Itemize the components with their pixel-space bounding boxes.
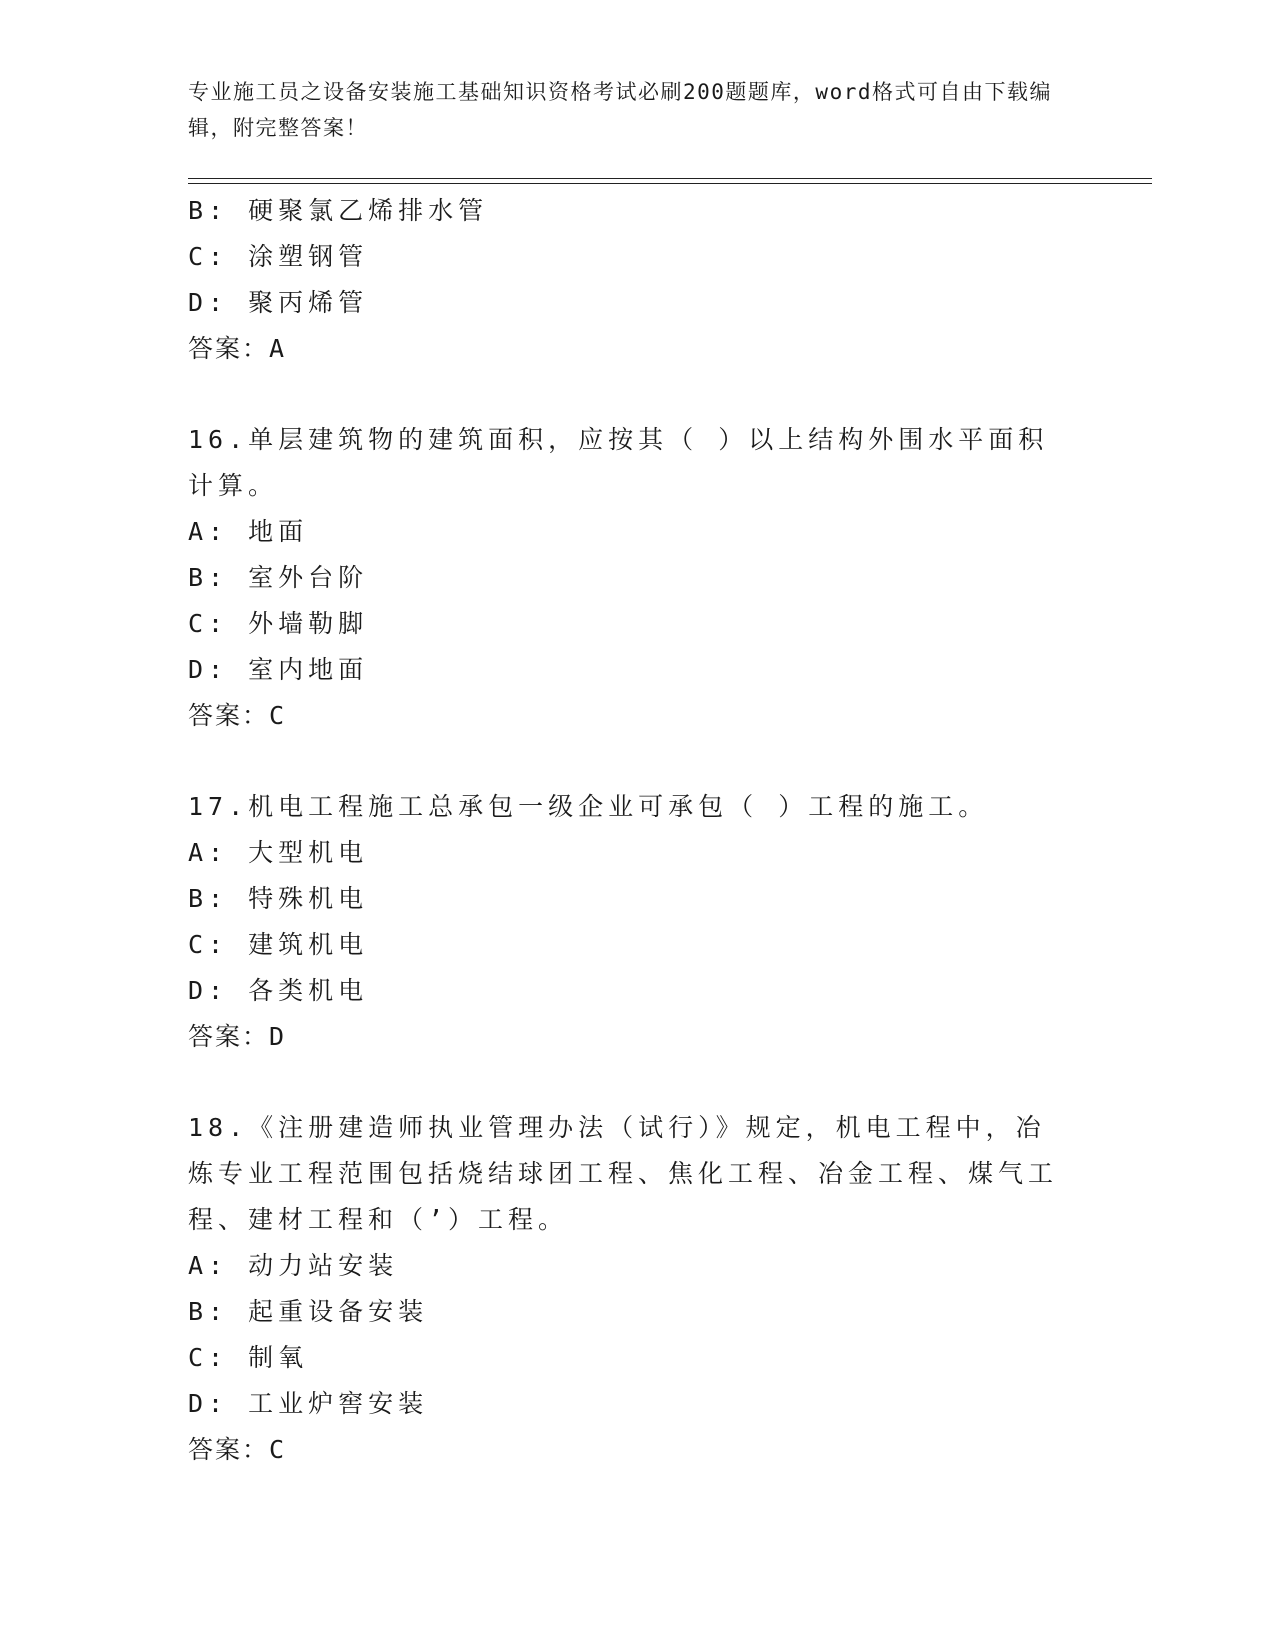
option-a: A: 地面 — [188, 517, 309, 546]
option-b: B: 起重设备安装 — [188, 1297, 429, 1326]
option-d: D: 聚丙烯管 — [188, 288, 369, 317]
question-16 — [188, 417, 1088, 739]
question-content — [188, 188, 1088, 1473]
option-d: D: 各类机电 — [188, 976, 369, 1005]
option-a: A: 大型机电 — [188, 838, 369, 867]
option-c: C: 涂塑钢管 — [188, 242, 369, 271]
question-17 — [188, 784, 1088, 1060]
option-b: B: 特殊机电 — [188, 884, 369, 913]
answer-line: 答案：A — [188, 334, 287, 363]
previous-question-block — [188, 188, 1088, 372]
option-b: B: 硬聚氯乙烯排水管 — [188, 196, 489, 225]
option-b: B: 室外台阶 — [188, 563, 369, 592]
answer-line: 答案：D — [188, 1022, 287, 1051]
option-c: C: 外墙勒脚 — [188, 609, 369, 638]
header-divider-bottom — [188, 183, 1152, 184]
option-c: C: 建筑机电 — [188, 930, 369, 959]
question-18 — [188, 1105, 1088, 1473]
question-text: 17.机电工程施工总承包一级企业可承包（ ）工程的施工。 — [188, 792, 989, 821]
option-c: C: 制氧 — [188, 1343, 309, 1372]
option-d: D: 工业炉窖安装 — [188, 1389, 429, 1418]
document-header: 专业施工员之设备安装施工基础知识资格考试必刷200题题库，word格式可自由下载编辑，附完整答案！ — [188, 80, 1052, 140]
question-text: 18.《注册建造师执业管理办法（试行）》规定，机电工程中，冶炼专业工程范围包括烧结球团工程、焦化工程、冶金工程、煤气工程、建材工程和（’）工程。 — [188, 1113, 1059, 1234]
answer-line: 答案：C — [188, 1435, 287, 1464]
option-d: D: 室内地面 — [188, 655, 369, 684]
answer-line: 答案：C — [188, 701, 287, 730]
question-text: 16.单层建筑物的建筑面积，应按其（ ）以上结构外围水平面积计算。 — [188, 425, 1049, 500]
option-a: A: 动力站安装 — [188, 1251, 399, 1280]
header-divider-top — [188, 178, 1152, 179]
